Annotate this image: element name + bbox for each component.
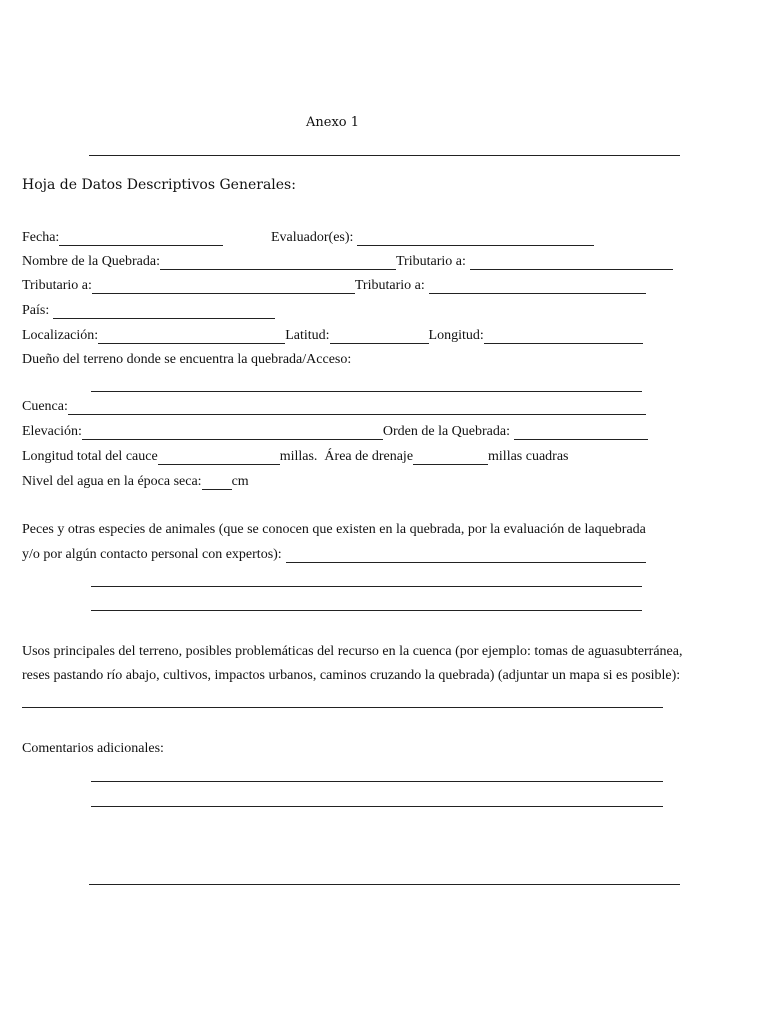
nivel-agua-row	[22, 474, 249, 490]
latitud-label: Latitud:	[285, 328, 330, 343]
peces-field-1[interactable]	[286, 548, 646, 563]
fecha-field[interactable]	[59, 231, 223, 246]
peces-text-2: y/o por algún contacto personal con expertos):	[22, 547, 282, 562]
usos-text-2: reses pastando río abajo, cultivos, impactos urbanos, caminos cruzando la quebrada) (adjuntar un mapa si es posible):	[22, 668, 681, 683]
evaluador-field[interactable]	[357, 231, 594, 246]
section-heading: Hoja de Datos Descriptivos Generales:	[22, 177, 296, 193]
longitud-total-row	[22, 449, 569, 465]
nivel-agua-field[interactable]	[202, 475, 232, 490]
peces-field-3[interactable]	[91, 610, 642, 611]
peces-row	[22, 547, 646, 563]
localizacion-row	[22, 328, 643, 344]
comentarios-label: Comentarios adicionales:	[22, 741, 164, 756]
nivel-agua-label: Nivel del agua en la época seca:	[22, 474, 202, 489]
fecha-row	[22, 230, 223, 246]
tributario-label-1: Tributario a:	[396, 254, 466, 269]
title-rule	[89, 155, 680, 156]
usos-field[interactable]	[22, 707, 663, 708]
orden-label: Orden de la Quebrada:	[382, 424, 510, 439]
dueno-field[interactable]	[91, 391, 642, 392]
millas-label: millas.	[279, 449, 318, 464]
localizacion-label: Localización:	[22, 328, 99, 343]
nombre-quebrada-label: Nombre de la Quebrada:	[22, 254, 160, 269]
cuenca-label: Cuenca:	[22, 399, 68, 414]
tributario-field-1[interactable]	[470, 255, 673, 270]
evaluador-row	[271, 230, 594, 246]
area-drenaje-field[interactable]	[413, 450, 488, 465]
latitud-field[interactable]	[330, 329, 429, 344]
page-title: Anexo 1	[306, 115, 360, 130]
tributario-row	[22, 278, 646, 294]
nombre-quebrada-field[interactable]	[160, 255, 396, 270]
cuenca-row	[22, 399, 646, 415]
dueno-label: Dueño del terreno donde se encuentra la quebrada/Acceso:	[22, 352, 352, 367]
tributario-label-3: Tributario a:	[354, 278, 425, 293]
pais-label: País:	[22, 303, 50, 318]
longitud-field[interactable]	[484, 329, 643, 344]
elevacion-row	[22, 424, 648, 440]
bottom-rule	[89, 884, 680, 885]
longitud-total-field[interactable]	[158, 450, 280, 465]
elevacion-label: Elevación:	[22, 424, 82, 439]
millas-cuadras-label: millas cuadras	[488, 449, 569, 464]
tributario-field-3[interactable]	[429, 279, 646, 294]
tributario-field-2[interactable]	[92, 279, 355, 294]
tributario-label-2: Tributario a:	[22, 278, 92, 293]
usos-text-1: Usos principales del terreno, posibles problemáticas del recurso en la cuenca (por ejemplo: tomas de aguasubterránea,	[22, 644, 683, 659]
elevacion-field[interactable]	[82, 425, 383, 440]
peces-field-2[interactable]	[91, 586, 642, 587]
orden-field[interactable]	[514, 425, 648, 440]
area-drenaje-label: Área de drenaje	[324, 449, 414, 464]
longitud-label: Longitud:	[428, 328, 484, 343]
comentarios-field-2[interactable]	[91, 806, 663, 807]
pais-field[interactable]	[53, 304, 275, 319]
peces-text-1: Peces y otras especies de animales (que se conocen que existen en la quebrada, por la evaluación de laquebrada	[22, 522, 646, 537]
localizacion-field[interactable]	[98, 329, 285, 344]
fecha-label: Fecha:	[22, 230, 60, 245]
cm-label: cm	[231, 474, 249, 489]
comentarios-field-1[interactable]	[91, 781, 663, 782]
cuenca-field[interactable]	[68, 400, 646, 415]
evaluador-label: Evaluador(es):	[271, 230, 354, 245]
nombre-quebrada-row	[22, 254, 673, 270]
pais-row	[22, 303, 275, 319]
longitud-total-label: Longitud total del cauce	[22, 449, 158, 464]
